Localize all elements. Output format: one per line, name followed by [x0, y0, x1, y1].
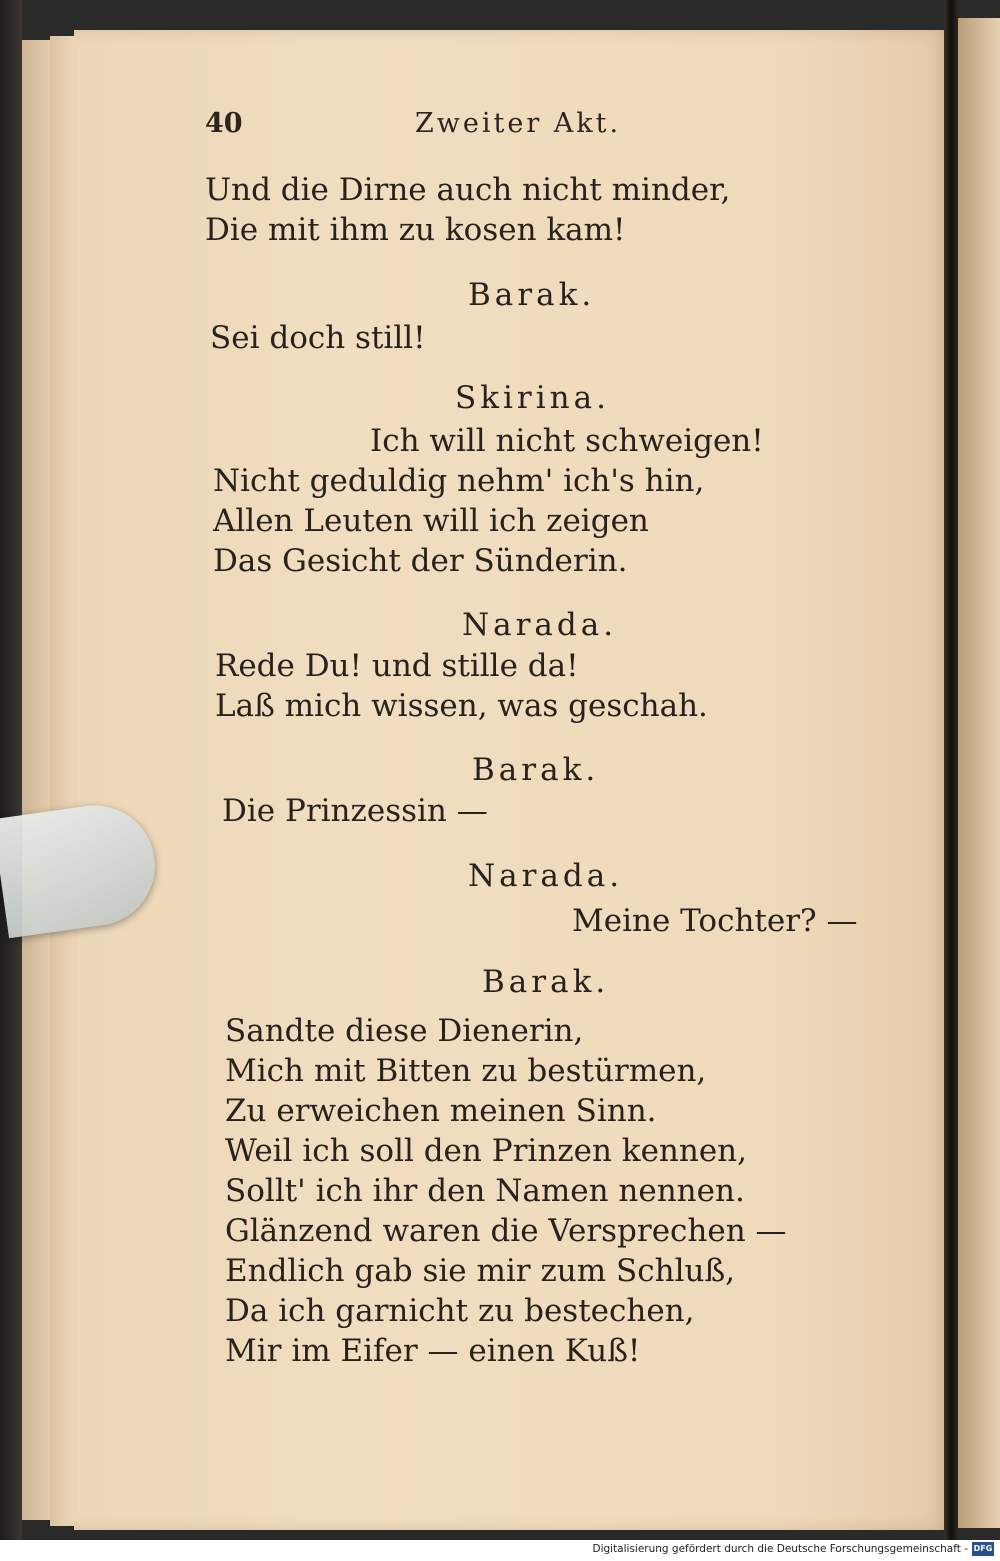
page-stack-inner	[50, 36, 77, 1526]
verse-line: Mir im Eifer — einen Kuß!	[225, 1333, 641, 1369]
digitization-credit: Digitalisierung gefördert durch die Deutsche Forschungsgemeinschaft -	[592, 1543, 968, 1555]
dfg-logo: DFG	[972, 1542, 994, 1556]
verse-line: Das Gesicht der Sünderin.	[213, 543, 628, 579]
verse-line: Endlich gab sie mir zum Schluß,	[225, 1253, 736, 1289]
verse-line: Nicht geduldig nehm' ich's hin,	[213, 463, 705, 499]
speaker-name: Barak.	[468, 277, 596, 313]
verse-line: Laß mich wissen, was geschah.	[215, 688, 708, 724]
verse-line: Zu erweichen meinen Sinn.	[225, 1093, 657, 1129]
verse-line: Mich mit Bitten zu bestürmen,	[225, 1053, 707, 1089]
speaker-name: Barak.	[472, 752, 600, 788]
speaker-name: Barak.	[482, 964, 610, 1000]
verse-line: Weil ich soll den Prinzen kennen,	[225, 1133, 748, 1169]
verse-line: Rede Du! und stille da!	[215, 648, 579, 684]
verse-line: Glänzend waren die Versprechen —	[225, 1213, 787, 1249]
verse-line: Da ich garnicht zu bestechen,	[225, 1293, 695, 1329]
page-stack	[22, 40, 53, 1520]
speaker-name: Skirina.	[455, 380, 610, 416]
verse-line: Allen Leuten will ich zeigen	[213, 503, 649, 539]
speaker-name: Narada.	[468, 858, 624, 894]
verse-line: Sei doch still!	[210, 320, 426, 356]
verse-line: Sandte diese Dienerin,	[225, 1013, 584, 1049]
facing-page-edge	[958, 18, 1000, 1528]
verse-line: Die Prinzessin —	[222, 793, 488, 829]
book-edge	[0, 0, 22, 1561]
book-binding	[944, 0, 958, 1540]
verse-line: Die mit ihm zu kosen kam!	[205, 212, 626, 248]
page-number: 40	[205, 108, 243, 139]
running-head: Zweiter Akt.	[415, 108, 622, 139]
verse-line: Sollt' ich ihr den Namen nennen.	[225, 1173, 745, 1209]
verse-line: Und die Dirne auch nicht minder,	[205, 172, 731, 208]
verse-line: Ich will nicht schweigen!	[370, 423, 764, 459]
speaker-name: Narada.	[462, 607, 618, 643]
verse-line: Meine Tochter? —	[572, 903, 858, 939]
